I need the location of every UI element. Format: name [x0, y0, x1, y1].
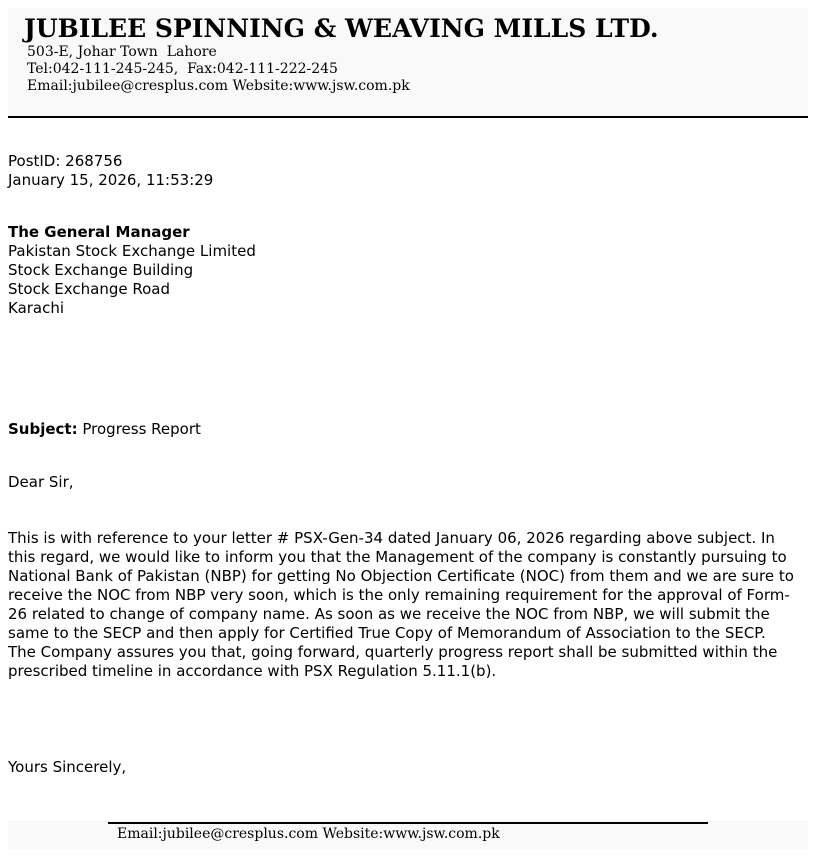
- company-name: JUBILEE SPINNING & WEAVING MILLS LTD.: [24, 14, 659, 43]
- company-address: 503-E, Johar Town Lahore: [27, 44, 217, 60]
- recipient-building: Stock Exchange Building: [8, 261, 194, 279]
- letterhead: [8, 8, 808, 116]
- company-email-website: Email:jubilee@cresplus.com Website:www.jsw.com.pk: [27, 78, 410, 94]
- letter-body: This is with reference to your letter # PSX-Gen-34 dated January 06, 2026 regarding above subject. In this regard, we would like to inform you that the Management of the company is constantly pursuing to National Bank of Pakistan (NBP) for getting No Objection Certificate (NOC) from them and we are sure to receive the NOC from NBP very soon, which is the only remaining requirement for the approval of Form-26 related to change of company name. As soon as we receive the NOC from NBP, we will submit the same to the SECP and then apply for Certified True Copy of Memorandum of Association to the SECP. The Company assures you that, going forward, quarterly progress report shall be submitted within the prescribed timeline in accordance with PSX Regulation 5.11.1(b).: [8, 529, 794, 680]
- closing: Yours Sincerely,: [8, 758, 127, 776]
- recipient-title: The General Manager: [8, 223, 190, 241]
- recipient-city: Karachi: [8, 299, 65, 317]
- subject-line: [8, 420, 201, 439]
- post-datetime: January 15, 2026, 11:53:29: [8, 171, 214, 189]
- footer-divider: [108, 822, 708, 824]
- subject-text: Progress Report: [82, 420, 201, 438]
- subject-label: Subject:: [8, 420, 78, 438]
- footer: [8, 820, 808, 849]
- recipient-organization: Pakistan Stock Exchange Limited: [8, 242, 256, 260]
- footer-email-website: Email:jubilee@cresplus.com Website:www.jsw.com.pk: [117, 826, 500, 842]
- post-id: PostID: 268756: [8, 152, 123, 170]
- company-tel-fax: Tel:042-111-245-245, Fax:042-111-222-245: [27, 61, 338, 77]
- letterhead-divider: [8, 116, 808, 118]
- recipient-road: Stock Exchange Road: [8, 280, 170, 298]
- salutation: Dear Sir,: [8, 473, 74, 491]
